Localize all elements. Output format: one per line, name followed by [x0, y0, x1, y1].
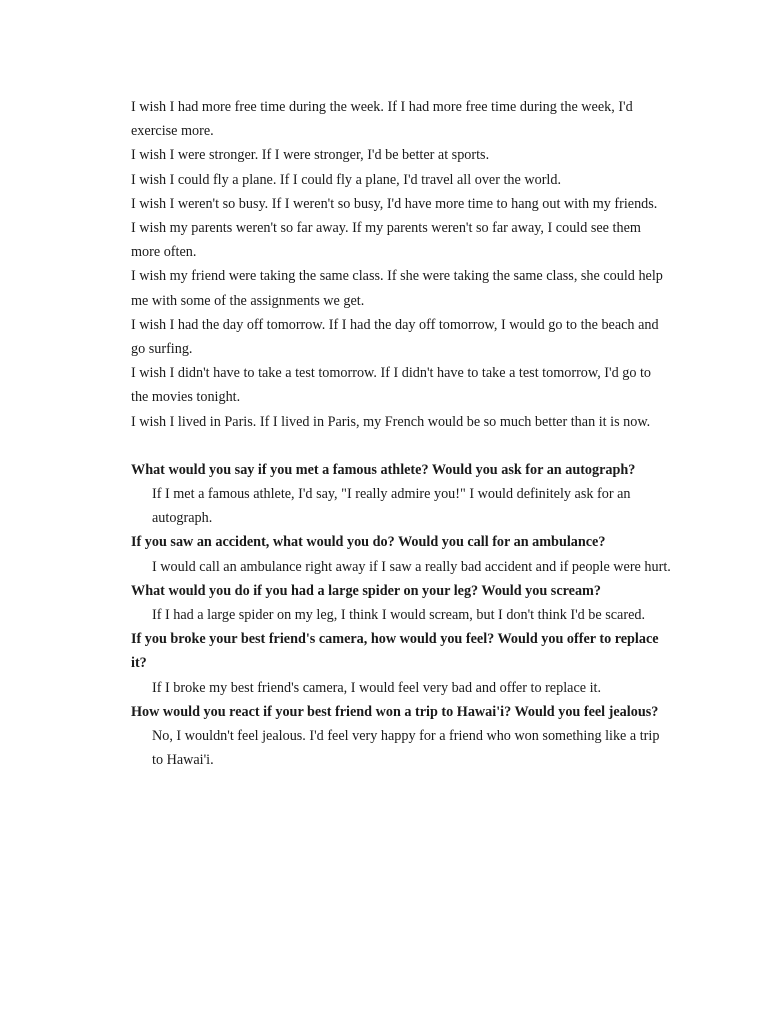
document-page	[131, 95, 671, 772]
wish-sentence: I wish my parents weren't so far away. If my parents weren't so far away, I could see them more often.	[131, 220, 641, 261]
qa-item	[131, 530, 671, 578]
question-answer-section	[131, 458, 671, 773]
wish-sentence: I wish I could fly a plane. If I could fly a plane, I'd travel all over the world.	[131, 171, 562, 188]
wish-sentence: I wish my friend were taking the same class. If she were taking the same class, she could help me with some of the assignments we get.	[131, 268, 663, 309]
wish-sentence: I wish I lived in Paris. If I lived in Paris, my French would be so much better than it is now.	[131, 413, 651, 430]
wish-sentence: I wish I weren't so busy. If I weren't so busy, I'd have more time to hang out with my friends.	[131, 195, 658, 212]
question-text: How would you react if your best friend won a trip to Hawai'i? Would you feel jealous?	[131, 703, 659, 720]
question-text: What would you do if you had a large spider on your leg? Would you scream?	[131, 582, 601, 599]
answer-text: If I met a famous athlete, I'd say, "I really admire you!" I would definitely ask for an autograph.	[152, 486, 631, 527]
wish-sentence: I wish I didn't have to take a test tomorrow. If I didn't have to take a test tomorrow, I'd go to the movies tonight.	[131, 365, 651, 406]
answer-text: I would call an ambulance right away if I saw a really bad accident and if people were hurt.	[152, 558, 671, 575]
wish-sentence-list	[131, 95, 671, 434]
qa-item	[131, 579, 671, 627]
question-text: If you saw an accident, what would you do? Would you call for an ambulance?	[131, 534, 606, 551]
answer-text: If I broke my best friend's camera, I would feel very bad and offer to replace it.	[152, 679, 602, 696]
qa-item	[131, 458, 671, 531]
question-text: If you broke your best friend's camera, how would you feel? Would you offer to replace it?	[131, 631, 659, 672]
wish-sentence: I wish I were stronger. If I were stronger, I'd be better at sports.	[131, 147, 490, 164]
question-text: What would you say if you met a famous athlete? Would you ask for an autograph?	[131, 461, 636, 478]
qa-item	[131, 700, 671, 773]
answer-text: No, I wouldn't feel jealous. I'd feel very happy for a friend who won something like a trip to Hawai'i.	[152, 728, 660, 769]
qa-item	[131, 627, 671, 700]
wish-sentence: I wish I had more free time during the week. If I had more free time during the week, I'd exercise more.	[131, 99, 633, 140]
wish-sentence: I wish I had the day off tomorrow. If I had the day off tomorrow, I would go to the beach and go surfing.	[131, 316, 659, 358]
answer-text: If I had a large spider on my leg, I think I would scream, but I don't think I'd be scared.	[152, 607, 646, 624]
